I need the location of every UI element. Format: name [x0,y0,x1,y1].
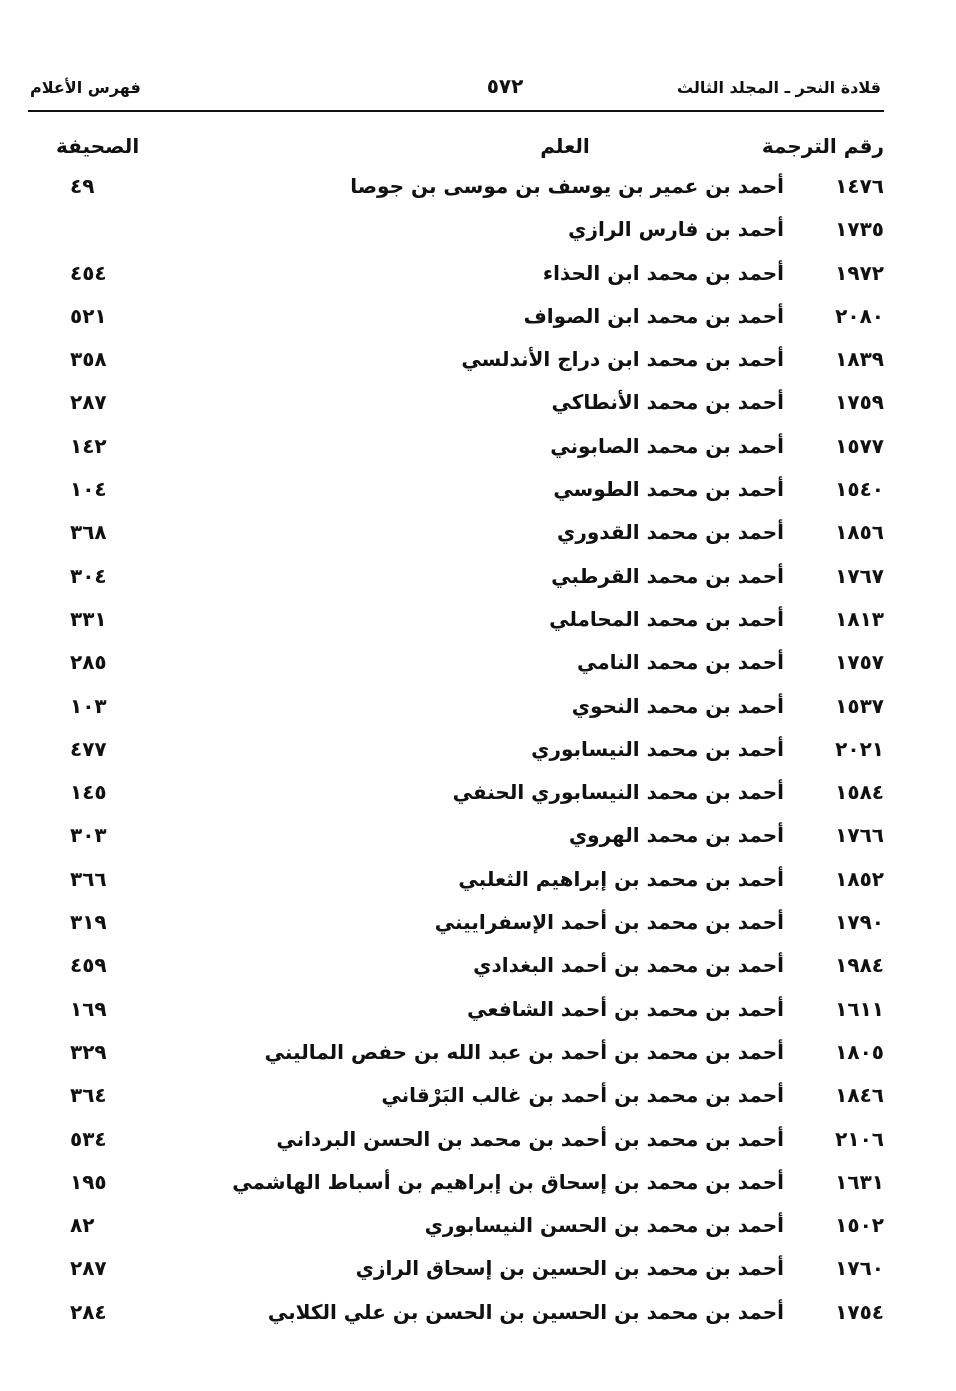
entry-page: ١٠٤ [70,477,107,502]
entry-name: أحمد بن محمد بن أحمد بن غالب البَرْقاني [381,1083,784,1108]
index-list [0,166,956,1335]
entry-name: أحمد بن محمد المحاملي [549,606,784,631]
index-row [0,166,956,209]
entry-page: ٢٨٤ [70,1299,107,1324]
column-header-name: العلم [540,134,590,158]
entry-name: أحمد بن عمير بن يوسف بن موسى بن جوصا [350,174,784,198]
entry-page: ٤٥٩ [70,953,107,978]
index-row [0,1075,956,1118]
index-row [0,686,956,729]
index-row [0,1248,956,1291]
entry-name: أحمد بن محمد بن أحمد البغدادي [473,953,784,978]
entry-number: ١٨٥٢ [835,866,884,891]
entry-page: ٣٠٣ [70,823,107,848]
entry-page: ٢٨٧ [70,390,107,415]
entry-name: أحمد بن فارس الرازي [568,217,784,242]
index-row [0,512,956,555]
entry-number: ١٨٥٦ [835,520,884,545]
index-row [0,382,956,425]
index-row [0,729,956,772]
entry-number: ١٥٣٧ [835,693,884,718]
entry-name: أحمد بن محمد بن أحمد الشافعي [467,996,784,1021]
index-row [0,989,956,1032]
entry-number: ١٥٧٧ [835,433,884,458]
entry-name: أحمد بن محمد النيسابوري [531,736,784,761]
entry-name: أحمد بن محمد ابن دراج الأندلسي [461,347,784,372]
entry-number: ١٩٨٤ [835,953,884,978]
entry-number: ١٧٥٩ [835,390,884,415]
index-row [0,253,956,296]
index-row [0,945,956,988]
entry-name: أحمد بن محمد النامي [576,650,784,675]
entry-name: أحمد بن محمد بن إسحاق بن إبراهيم بن أسباط الهاشمي [232,1169,784,1194]
index-row [0,642,956,685]
entry-page: ٥٣٤ [70,1126,107,1151]
entry-page: ٣٠٤ [70,563,107,588]
entry-page: ٣١٩ [70,910,107,935]
entry-page: ٣٦٦ [70,866,107,891]
index-row [0,599,956,642]
entry-page: ١٦٩ [70,996,107,1021]
entry-name: أحمد بن محمد الصابوني [550,433,784,458]
index-row [0,859,956,902]
entry-name: أحمد بن محمد الطوسي [553,477,784,502]
entry-name: أحمد بن محمد الأنطاكي [551,390,784,415]
entry-page: ٣٥٨ [70,347,107,372]
entry-number: ٢٠٢١ [835,736,884,761]
index-row [0,556,956,599]
index-row [0,209,956,252]
column-header-number: رقم الترجمة [761,134,884,158]
index-row [0,1162,956,1205]
entry-name: أحمد بن محمد القدوري [557,520,784,545]
entry-name: أحمد بن محمد بن أحمد بن محمد بن الحسن البرداني [276,1126,784,1151]
entry-number: ١٧٦٦ [835,823,884,848]
entry-name: أحمد بن محمد الهروي [568,823,784,848]
entry-page: ٣٦٤ [70,1083,107,1108]
entry-name: أحمد بن محمد النحوي [571,693,784,718]
entry-number: ١٥٤٠ [835,477,884,502]
entry-number: ١٦٣١ [835,1169,884,1194]
index-row [0,772,956,815]
entry-page: ٢٨٧ [70,1256,107,1281]
entry-number: ١٧٥٧ [835,650,884,675]
book-title: قلادة النحر ـ المجلد الثالث [676,78,881,97]
entry-name: أحمد بن محمد بن أحمد بن عبد الله بن حفص الماليني [264,1039,784,1064]
entry-number: ١٨٠٥ [835,1039,884,1064]
entry-number: ١٩٧٢ [835,260,884,285]
index-row [0,1119,956,1162]
entry-page: ١٩٥ [70,1169,107,1194]
column-header-page: الصحيفة [56,134,140,158]
entry-name: أحمد بن محمد بن الحسن النيسابوري [424,1213,784,1238]
entry-name: أحمد بن محمد النيسابوري الحنفي [452,780,784,805]
entry-page: ١٤٢ [70,433,107,458]
entry-number: ١٥٨٤ [835,780,884,805]
entry-name: أحمد بن محمد بن الحسين بن الحسن بن علي الكلابي [267,1299,784,1324]
index-row [0,1032,956,1075]
entry-number: ١٤٧٦ [835,174,884,198]
entry-number: ١٨٤٦ [835,1083,884,1108]
entry-number: ١٨١٣ [835,606,884,631]
entry-page: ١٤٥ [70,780,107,805]
entry-page: ٣٢٩ [70,1039,107,1064]
entry-number: ٢٠٨٠ [835,303,884,328]
page-number: ٥٧٢ [486,74,524,98]
entry-page: ٣٦٨ [70,520,107,545]
index-row [0,815,956,858]
entry-number: ١٨٣٩ [835,347,884,372]
entry-name: أحمد بن محمد ابن الحذاء [542,260,784,285]
index-row [0,1292,956,1335]
column-headers [0,128,956,162]
entry-name: أحمد بن محمد القرطبي [551,563,784,588]
entry-name: أحمد بن محمد بن الحسين بن إسحاق الرازي [355,1256,784,1281]
entry-number: ١٧٥٤ [835,1299,884,1324]
entry-number: ١٧٣٥ [835,217,884,242]
running-header [30,74,881,104]
header-divider [28,110,884,112]
entry-number: ٢١٠٦ [835,1126,884,1151]
entry-number: ١٧٩٠ [835,910,884,935]
entry-page: ٥٢١ [70,303,107,328]
entry-page: ٤٥٤ [70,260,107,285]
entry-name: أحمد بن محمد بن أحمد الإسفراييني [434,910,784,935]
entry-page: ٣٣١ [70,606,107,631]
entry-page: ٤٧٧ [70,736,107,761]
entry-number: ١٦١١ [835,996,884,1021]
entry-page: ٨٢ [70,1213,95,1238]
entry-page: ١٠٣ [70,693,107,718]
entry-number: ١٥٠٢ [835,1213,884,1238]
entry-number: ١٧٦٠ [835,1256,884,1281]
index-row [0,902,956,945]
entry-name: أحمد بن محمد ابن الصواف [523,303,784,328]
entry-name: أحمد بن محمد بن إبراهيم الثعلبي [458,866,784,891]
index-row [0,426,956,469]
index-row [0,296,956,339]
index-row [0,469,956,512]
entry-page: ٢٨٥ [70,650,107,675]
entry-number: ١٧٦٧ [835,563,884,588]
index-row [0,1205,956,1248]
entry-page: ٤٩ [70,174,95,198]
index-row [0,339,956,382]
section-title: فهرس الأعلام [30,78,141,97]
